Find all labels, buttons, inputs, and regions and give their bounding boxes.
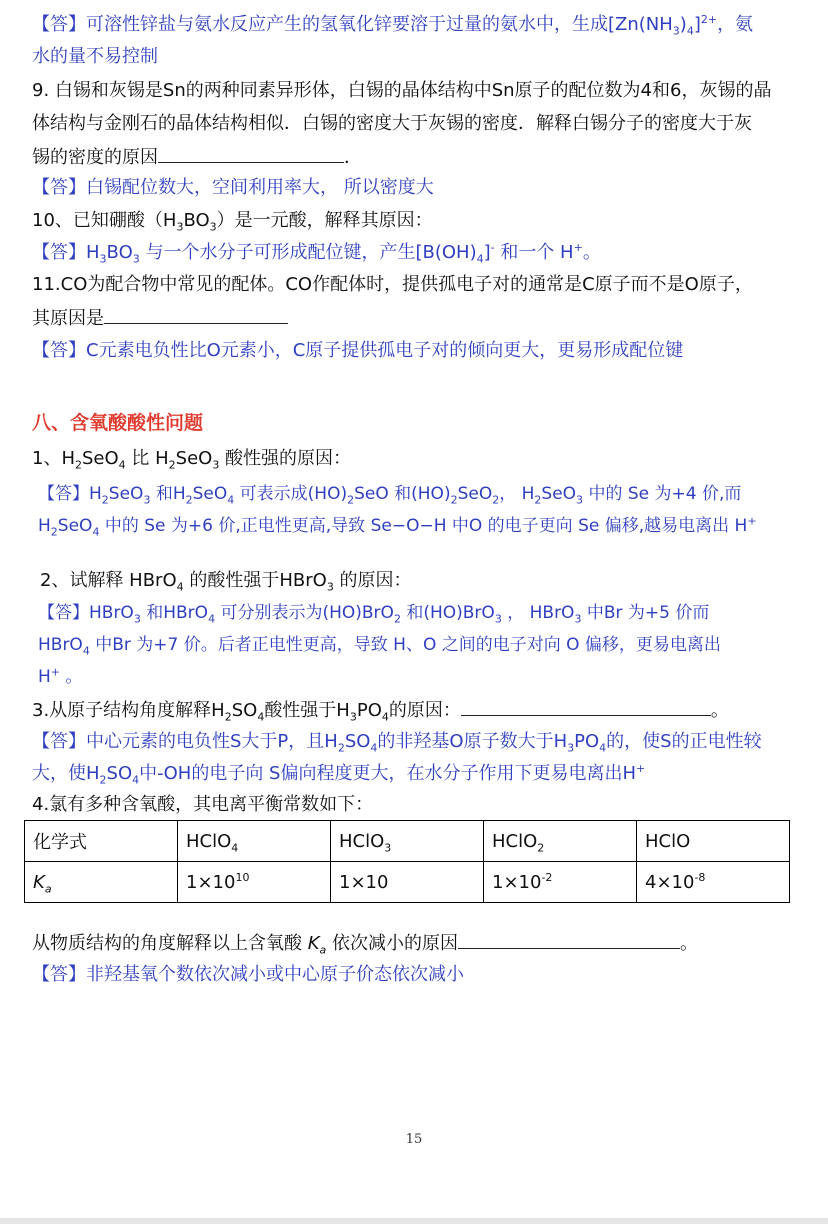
answer-blank [461, 697, 711, 716]
answer-prefix: 【答】 [32, 14, 86, 35]
s3-answer-line1: 【答】中心元素的电负性S大于P，且$H_2SO_4$的非羟基O原子数大于$H_3PO_4$的，使S的正电性较 [32, 731, 762, 755]
s3-question: 3.从原子结构角度解释$H_2SO_4$酸性强于$H_3PO_4$的原因： 。 [32, 697, 729, 724]
table-header-cell: HClO$_2$ [484, 821, 637, 862]
table-header-cell: HClO$_3$ [331, 821, 484, 862]
s2-question: 2、试解释 HBrO$_4$ 的酸性强于HBrO$_3$ 的原因： [40, 570, 412, 594]
q10-answer: 【答】$H_3BO_3$ 与一个水分子可形成配位键，产生$[B(OH)_4]^-$ 和一个 H+。 [32, 241, 601, 266]
q9-answer: 【答】白锡配位数大，空间利用率大， 所以密度大 [32, 177, 434, 198]
bottom-edge [0, 1218, 828, 1224]
answer-blank [158, 144, 344, 163]
table-header-cell: HClO$_4$ [178, 821, 331, 862]
s4-question: 从物质结构的角度解释以上含氧酸 $K_a$ 依次减小的原因 。 [32, 930, 698, 957]
table-cell: $4\times 10^{-8}$ [637, 862, 790, 903]
answer-blank [104, 305, 288, 324]
table-cell: $1\times 10^{-2}$ [484, 862, 637, 903]
answer-prefix: 【答】 [32, 340, 86, 361]
table-cell: $1\times 10^{10}$ [178, 862, 331, 903]
table-header-cell: 化学式 [25, 821, 178, 862]
q11-answer: 【答】C元素电负性比O元素小，C原子提供孤电子对的倾向更大，更易形成配位键 [32, 340, 684, 361]
s3-answer-line2: 大，使$H_2SO_4$中-OH的电子向 S偏向程度更大，在水分子作用下更易电离出H+ [32, 762, 646, 787]
q8-answer-line1: 【答】可溶性锌盐与氨水反应产生的氢氧化锌要溶于过量的氨水中，生成$[Zn(NH_3)_4]^{2+}$，氨 [32, 13, 754, 38]
answer-prefix: 【答】 [32, 731, 86, 752]
page-number: 15 [405, 1132, 423, 1147]
table-row [25, 862, 790, 903]
answer-prefix: 【答】 [32, 177, 86, 198]
q9-line1: 9. 白锡和灰锡是Sn的两种同素异形体，白锡的晶体结构中Sn原子的配位数为4和6，灰锡的晶 [32, 80, 772, 101]
q11-line2: 其原因是 [32, 305, 288, 332]
answer-prefix: 【答】 [38, 603, 89, 623]
s2-answer-line2: HBrO$_4$ 中Br 为+7 价。后者正电性更高，导致 H、O 之间的电子对向 O 偏移，更易电离出 [38, 635, 721, 658]
s2-answer-line3: H+ 。 [38, 665, 83, 687]
q9-line3: 锡的密度的原因 ． [32, 144, 362, 171]
s2-answer-line1: 【答】HBrO$_3$ 和HBrO$_4$ 可分别表示为(HO)BrO$_2$ 和(HO)BrO$_3$ ， HBrO$_3$ 中Br 为+5 价而 [38, 603, 710, 626]
answer-prefix: 【答】 [38, 484, 89, 504]
s4-answer: 【答】非羟基氧个数依次减小或中心原子价态依次减小 [32, 964, 464, 985]
table-row [25, 821, 790, 862]
q10-question: 10、已知硼酸$(H_3BO_3)$是一元酸，解释其原因： [32, 210, 433, 234]
table-cell: 1×10 [331, 862, 484, 903]
q8-answer-line2: 水的量不易控制 [32, 46, 158, 67]
answer-blank [458, 930, 680, 949]
s4-title: 4.氯有多种含氧酸，其电离平衡常数如下： [32, 794, 374, 815]
ka-table [24, 820, 790, 903]
q11-line1: 11.CO为配合物中常见的配体。CO作配体时，提供孤电子对的通常是C原子而不是O原子， [32, 274, 753, 295]
table-cell: $K_a$ [25, 862, 178, 903]
s1-question: 1、$H_2SeO_4$ 比 $H_2SeO_3$ 酸性强的原因： [32, 448, 352, 472]
answer-prefix: 【答】 [32, 964, 86, 985]
s1-answer-line2: $H_2SeO_4$ 中的 Se 为+6 价,正电性更高,导致 Se−O−H 中O 的电子更向 Se 偏移,越易电离出 H+ [38, 514, 757, 539]
s1-answer-line1: 【答】$H_2SeO_3$ 和$H_2SeO_4$ 可表示成$(HO)_2SeO$ 和$(HO)_2SeO_2$， $H_2SeO_3$ 中的 Se 为+4 价,而 [38, 484, 742, 507]
table-header-cell: HClO [637, 821, 790, 862]
q9-line2: 体结构与金刚石的晶体结构相似．白锡的密度大于灰锡的密度．解释白锡分子的密度大于灰 [32, 113, 752, 134]
section-title: 八、含氧酸酸性问题 [32, 412, 204, 434]
answer-prefix: 【答】 [32, 242, 86, 263]
